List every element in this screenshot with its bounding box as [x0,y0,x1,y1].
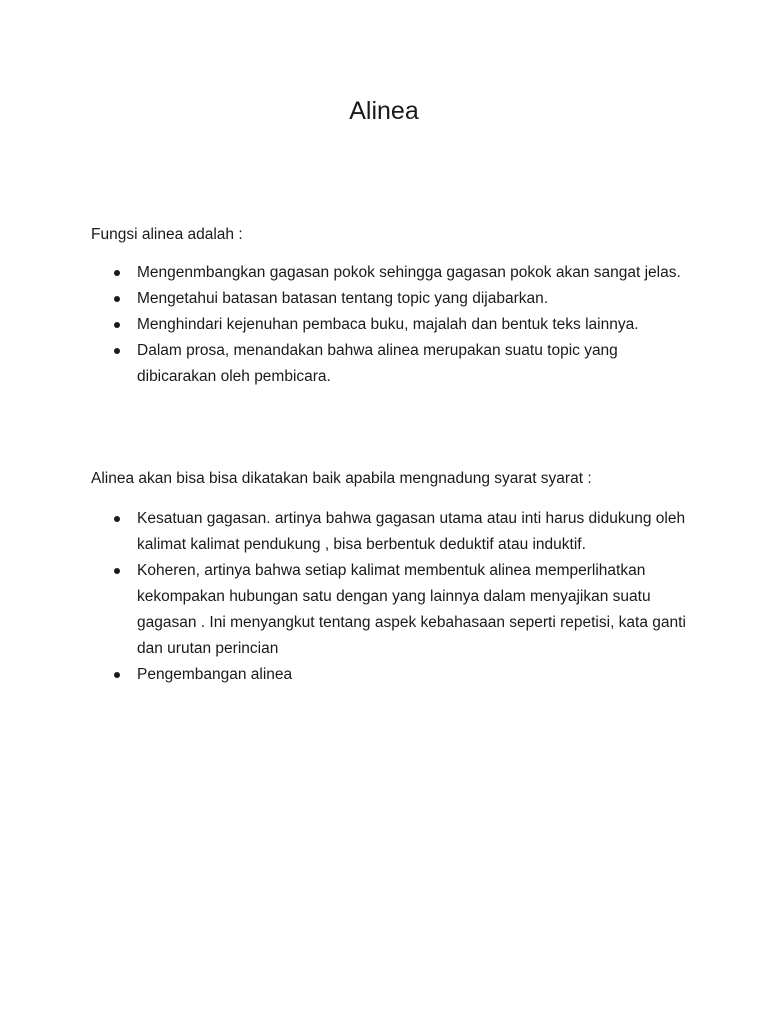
list-item [91,662,691,688]
list-item [91,312,691,338]
bullet-icon [114,516,120,522]
list-item-text: Pengembangan alinea [137,666,293,683]
bullet-icon [114,672,120,678]
document-title: Alinea [349,97,419,125]
list-item [91,286,691,312]
bullet-icon [114,270,120,276]
list-item-text: Mengenmbangkan gagasan pokok sehingga gagasan pokok akan sangat jelas. [137,264,681,281]
bullet-icon [114,322,120,328]
list-item [91,506,691,558]
section1-list [91,260,691,390]
list-item [91,558,691,662]
list-item-text: Menghindari kejenuhan pembaca buku, majalah dan bentuk teks lainnya. [137,316,639,333]
list-item-text: Koheren, artinya bahwa setiap kalimat membentuk alinea memperlihatkan kekompakan hubungan satu dengan yang lainnya dalam menyajikan suatu gagasan . Ini menyangkut tentang aspek kebahasaan seperti repetisi, kata ganti dan urutan perincian [137,562,686,657]
list-item-text: Dalam prosa, menandakan bahwa alinea merupakan suatu topic yang dibicarakan oleh pembicara. [137,342,618,385]
section1-intro: Fungsi alinea adalah : [91,226,243,243]
section2-intro: Alinea akan bisa bisa dikatakan baik apabila mengnadung syarat syarat : [91,470,592,487]
list-item-text: Kesatuan gagasan. artinya bahwa gagasan utama atau inti harus didukung oleh kalimat kalimat pendukung , bisa berbentuk deduktif atau induktif. [137,510,686,553]
list-item [91,338,691,390]
list-item [91,260,691,286]
list-item-text: Mengetahui batasan batasan tentang topic yang dijabarkan. [137,290,549,307]
bullet-icon [114,296,120,302]
bullet-icon [114,348,120,354]
bullet-icon [114,568,120,574]
section2-list [91,506,691,688]
